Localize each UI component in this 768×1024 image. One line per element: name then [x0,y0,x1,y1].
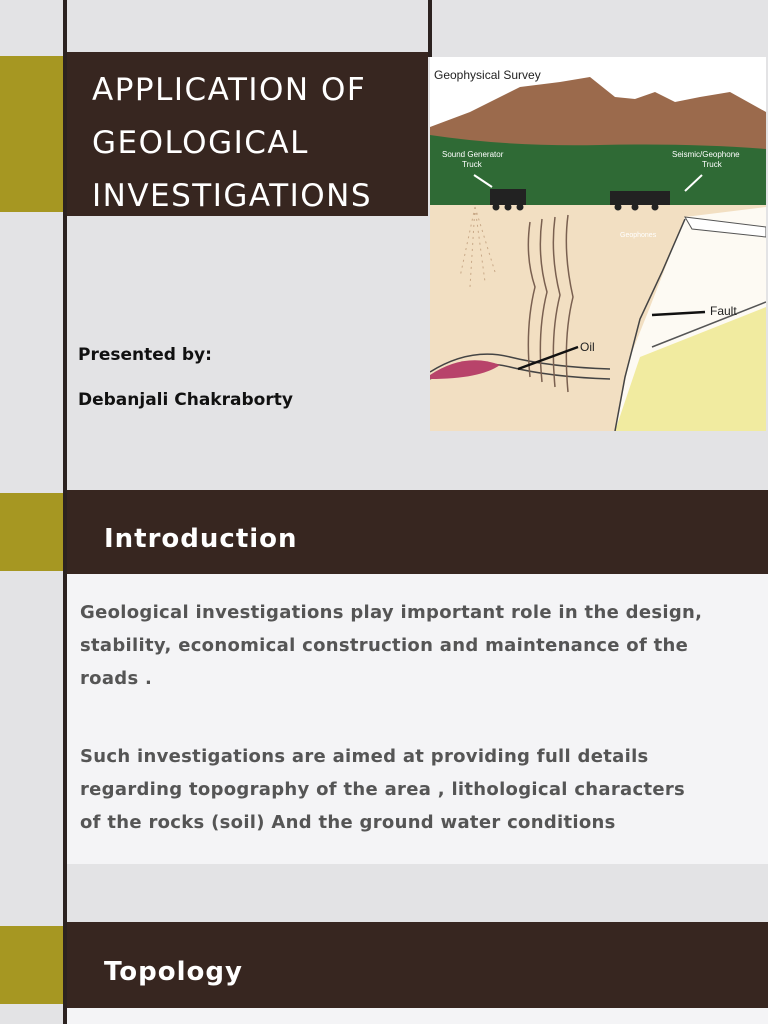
paragraph-2-line-3: of the rocks (soil) And the ground water conditions [80,812,616,833]
introduction-paragraph-1 [80,596,760,695]
paragraph-1-line-1: Geological investigations play important role in the design, [80,602,703,623]
fault-label: Fault [710,304,737,318]
geophones-label: Geophones [620,232,657,239]
oil-label: Oil [580,340,595,354]
geophysical-survey-figure [430,57,766,431]
paragraph-2-line-1: Such investigations are aimed at providing full details [80,746,649,767]
accent-block-title [0,56,63,212]
paragraph-1-line-2: stability, economical construction and maintenance of the [80,635,689,656]
title-line-1: APPLICATION OF [92,72,367,108]
figure-title: Geophysical Survey [434,68,541,82]
presenter-name: Debanjali Chakraborty [78,390,293,410]
introduction-paragraph-2 [80,740,760,839]
paragraph-1-line-3: roads . [80,668,153,689]
seismic-truck-label: Truck [702,160,722,169]
seismic-label: Seismic/Geophone [672,150,740,159]
title-line-2: GEOLOGICAL [92,125,309,161]
accent-block-topology [0,926,63,1004]
title-line-3: INVESTIGATIONS [92,178,373,214]
title-vertical-line [428,0,432,57]
survey-diagram [430,57,766,431]
accent-block-introduction [0,493,63,571]
introduction-heading: Introduction [104,524,298,554]
paragraph-2-line-2: regarding topography of the area , lithological characters [80,779,686,800]
slide-title [92,64,422,223]
sound-generator-truck-label: Truck [462,160,482,169]
presented-by-label: Presented by: [78,345,212,365]
topology-heading: Topology [104,957,243,987]
topology-content-panel [67,1008,768,1024]
sound-generator-label: Sound Generator [442,150,504,159]
